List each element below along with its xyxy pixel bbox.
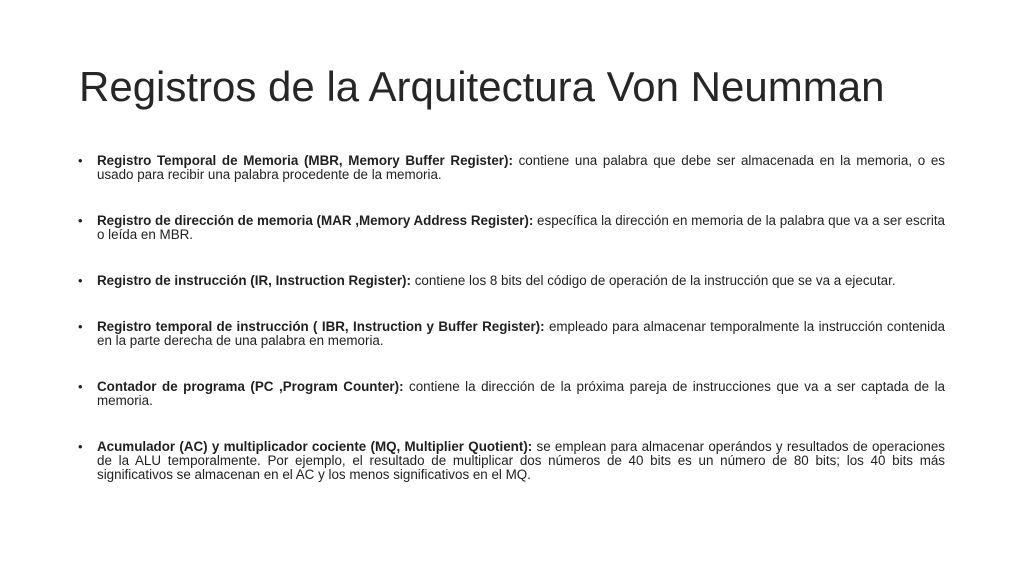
- bullet-item-ac-mq: [78, 439, 945, 482]
- bullet-description: contiene una palabra que debe ser almacenada en la memoria, o es usado para recibir una palabra procedente de la memoria.: [97, 153, 945, 182]
- bullet-dot-icon: •: [78, 439, 83, 454]
- bullet-description: contiene la dirección de la próxima pareja de instrucciones que va a ser captada de la memoria.: [97, 379, 945, 408]
- bullet-term: Acumulador (AC) y multiplicador cociente (MQ, Multiplier Quotient):: [97, 439, 533, 454]
- bullet-item-ibr: [78, 319, 945, 348]
- bullet-term: Registro Temporal de Memoria (MBR, Memory Buffer Register):: [97, 153, 513, 168]
- bullet-term: Registro temporal de instrucción ( IBR, Instruction y Buffer Register):: [97, 319, 545, 334]
- bullet-term: Contador de programa (PC ,Program Counter):: [97, 379, 404, 394]
- bullet-dot-icon: •: [78, 273, 83, 288]
- bullet-item-mbr: [78, 153, 945, 182]
- bullet-description: específica la dirección en memoria de la palabra que va a ser escrita o leída en MBR.: [97, 213, 945, 242]
- bullet-dot-icon: •: [78, 213, 83, 228]
- bullet-term: Registro de dirección de memoria (MAR ,Memory Address Register):: [97, 213, 534, 228]
- bullet-dot-icon: •: [78, 379, 83, 394]
- bullet-item-mar: [78, 213, 945, 242]
- bullet-description: se emplean para almacenar operándos y resultados de operaciones de la ALU temporalmente. Por ejemplo, el resultado de multiplicar dos números de 40 bits es un número de 80 bits; los 40 bits más significativos se almacenan en el AC y los menos significativos en el MQ.: [97, 439, 945, 482]
- bullet-term: Registro de instrucción (IR, Instruction Register):: [97, 273, 411, 288]
- bullet-list: [78, 153, 945, 482]
- bullet-item-ir: [78, 273, 945, 288]
- bullet-description: contiene los 8 bits del código de operación de la instrucción que se va a ejecutar.: [410, 273, 896, 288]
- slide-title: Registros de la Arquitectura Von Neumman: [79, 63, 885, 110]
- bullet-dot-icon: •: [78, 153, 83, 168]
- bullet-description: empleado para almacenar temporalmente la instrucción contenida en la parte derecha de una palabra en memoria.: [97, 319, 945, 348]
- bullet-item-pc: [78, 379, 945, 408]
- bullet-dot-icon: •: [78, 319, 83, 334]
